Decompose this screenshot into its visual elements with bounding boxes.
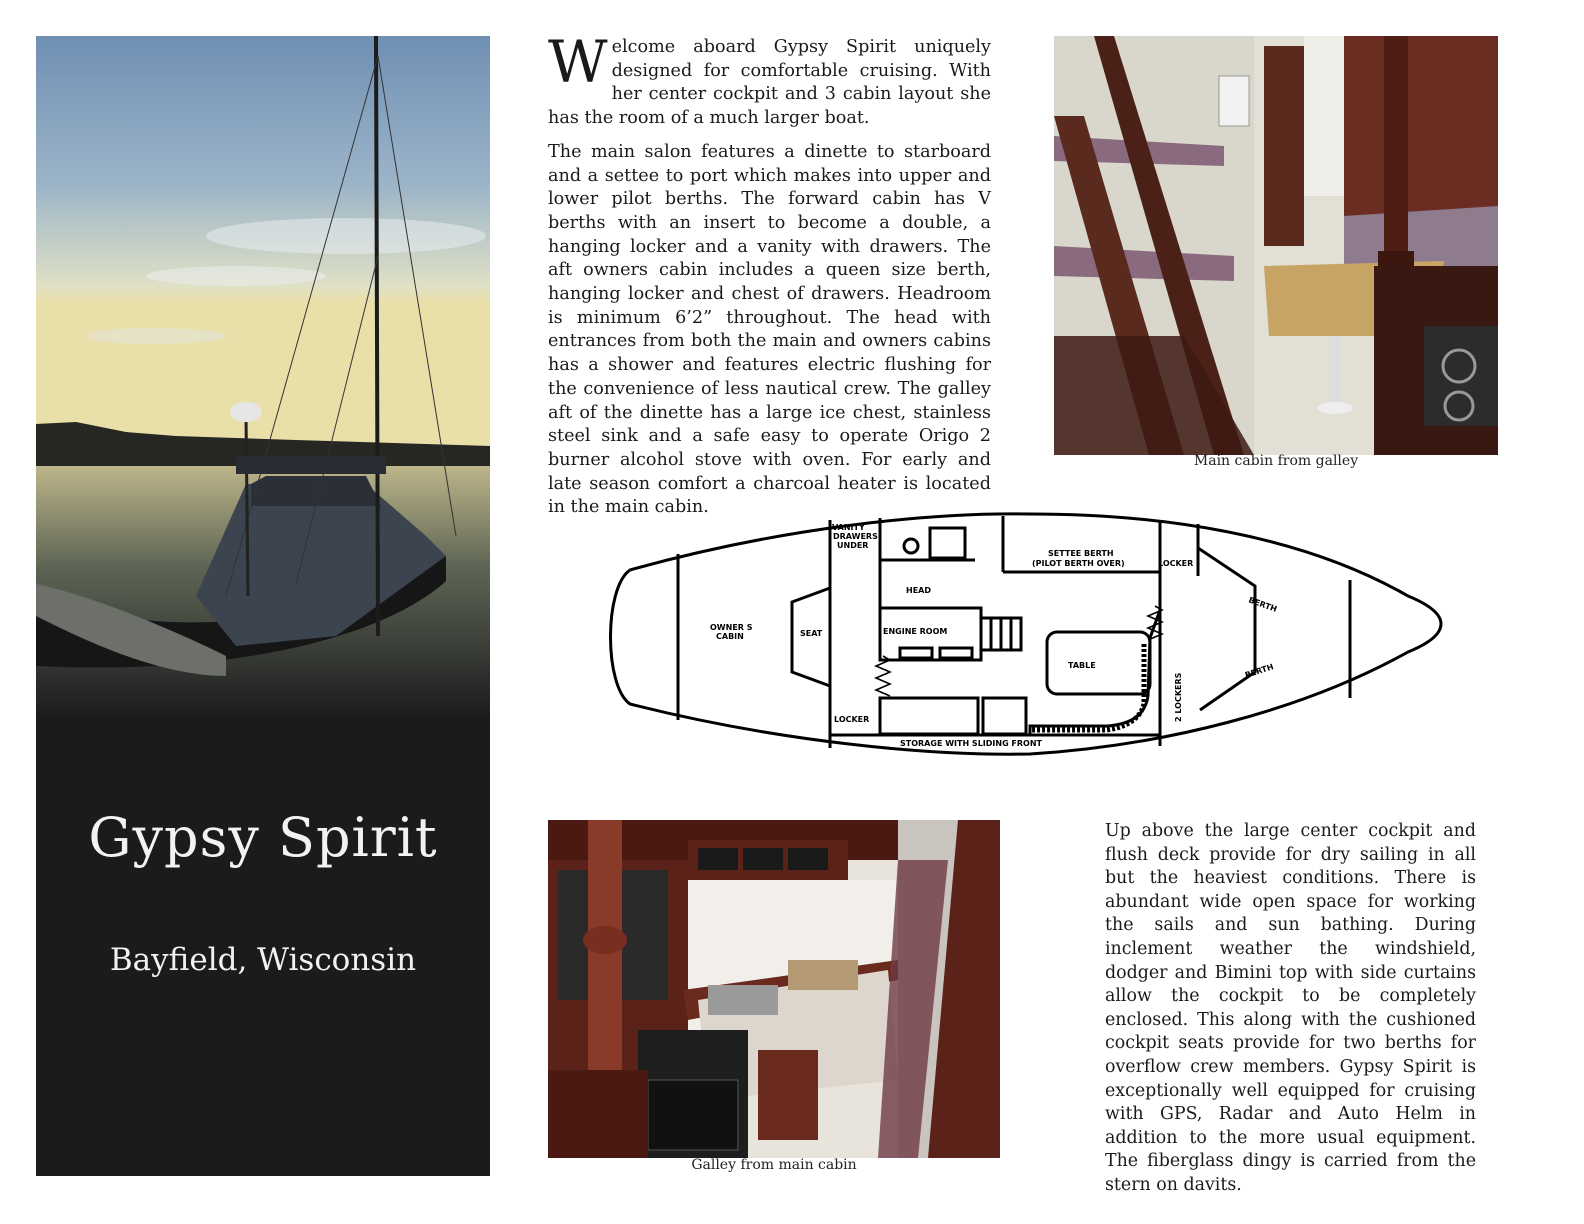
label-owners-1: OWNER S xyxy=(710,623,753,632)
label-storage: STORAGE WITH SLIDING FRONT xyxy=(900,739,1043,748)
label-2-lockers: 2 LOCKERS xyxy=(1174,672,1183,722)
label-locker-fwd: LOCKER xyxy=(1158,559,1194,568)
intro-paragraph-2: The main salon features a dinette to starboard and a settee to port which makes into upper and lower pilot berths. The forward cabin has V berths with an insert to become a double, a hanging locker and a vanity with drawers. The aft owners cabin includes a queen size berth, hanging locker and chest of drawers. Headroom is minimum 6’2” throughout. The head with entrances from both the main and owners cabins has a shower and features electric flushing for the convenience of less nautical crew. The galley aft of the dinette has a large ice chest, stainless steel sink and a safe easy to operate Origo 2 burner alcohol stove with oven. For early and late season comfort a charcoal heater is located in the main cabin. xyxy=(548,141,991,518)
label-seat: SEAT xyxy=(800,629,823,638)
label-vanity-1: VANITY xyxy=(832,523,865,532)
cover-panel xyxy=(36,36,490,1176)
label-settee-1: SETTEE BERTH xyxy=(1048,549,1114,558)
main-cabin-photo xyxy=(1054,36,1498,455)
boat-name-title: Gypsy Spirit xyxy=(88,806,438,869)
main-cabin-caption: Main cabin from galley xyxy=(1193,453,1359,469)
label-vanity-2: DRAWERS xyxy=(833,532,878,541)
label-vanity-3: UNDER xyxy=(837,541,869,550)
intro-paragraph-1 xyxy=(548,28,991,131)
outro-paragraph: Up above the large center cockpit and flush deck provide for dry sailing in all but the heaviest conditions. There is abundant wide open space for working the sails and sun bathing. During inclement weather the windshield, dodger and Bimini top with side curtains allow the cockpit to be completely enclosed. This along with the cushioned cockpit seats provide for two berths for overflow crew members. Gypsy Spirit is exceptionally well equipped for cruising with GPS, Radar and Auto Helm in addition to the more usual equipment. The fiberglass dingy is carried from the stern on davits. xyxy=(1105,821,1476,1195)
drop-cap: W xyxy=(548,28,608,96)
label-head: HEAD xyxy=(906,586,931,595)
intro-paragraph-1-text: elcome aboard Gypsy Spirit uniquely designed for comfortable cruising. With her center cockpit and 3 cabin layout she has the room of a much larger boat. xyxy=(548,37,991,129)
galley-caption: Galley from main cabin xyxy=(691,1157,857,1173)
deck-floor-plan xyxy=(600,506,1460,768)
label-berth-lower: BERTH xyxy=(1243,662,1275,680)
label-engine-room: ENGINE ROOM xyxy=(883,627,948,636)
galley-photo xyxy=(548,820,1000,1158)
label-locker-aft: LOCKER xyxy=(834,715,870,724)
label-berth-upper: BERTH xyxy=(1247,595,1279,614)
label-owners-2: CABIN xyxy=(716,632,744,641)
sailboat-sunset-photo xyxy=(36,36,490,714)
boat-location: Bayfield, Wisconsin xyxy=(109,942,417,978)
label-settee-2: (PILOT BERTH OVER) xyxy=(1032,559,1125,568)
intro-text-block xyxy=(548,28,991,520)
label-table: TABLE xyxy=(1068,661,1096,670)
